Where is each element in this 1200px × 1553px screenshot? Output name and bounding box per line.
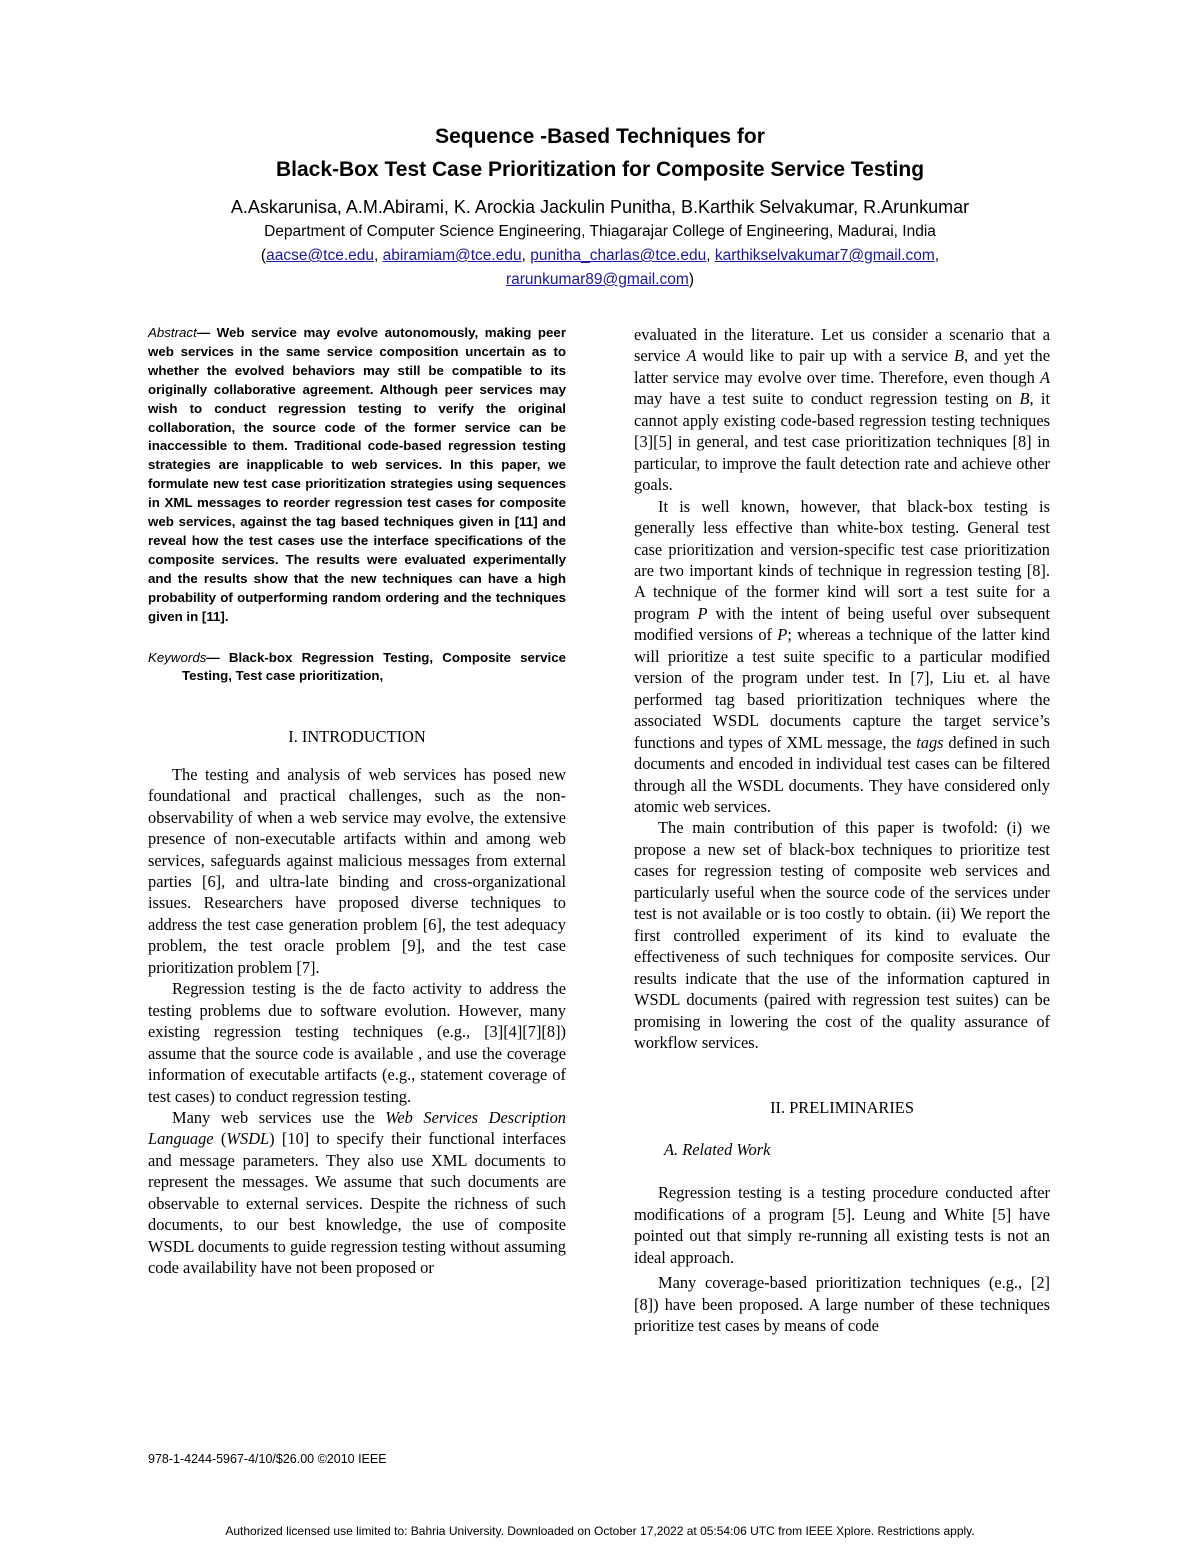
- right-paragraph-2: [634, 496, 1050, 818]
- affiliation: Department of Computer Science Engineering, Thiagarajar College of Engineering, Madurai, India: [264, 223, 936, 240]
- italic-term: Web Services Description Language: [148, 1108, 566, 1149]
- keywords-text: Black-box Regression Testing, Composite service Testing, Test case prioritization,: [182, 649, 566, 684]
- keywords-label: Keywords: [148, 649, 207, 665]
- email-sep: ,: [521, 247, 531, 264]
- email-sep: ,: [706, 247, 715, 264]
- italic-term: A: [686, 346, 697, 366]
- text-run: (: [213, 1129, 227, 1149]
- abstract-text: Web service may evolve autonomously, making peer web services in the same service composition uncertain as to whether the evolved behaviors may still be compatible to its originally collaborative agreement. Although peer services may wish to conduct regression testing to verify the original collaboration, the source code of the former service can be inaccessible to them. Traditional code-based regression testing strategies are inapplicable to web services. In this paper, we formulate new test case prioritization strategies using sequences in XML messages to reorder regression test cases for composite web services, against the tag based techniques given in [11] and reveal how the test cases use the interface specifications of the composite services. The results were evaluated experimentally and the results show that the new techniques can have a high probability of outperforming random ordering and the techniques given in [11].: [148, 325, 566, 624]
- text-run: It is well known, however, that black-box testing is generally less effective than white-box testing. General test case prioritization and version-specific test case prioritization are two important kinds of technique in regression testing [8]. A technique of the former kind will sort a test suite for a program: [634, 496, 1050, 623]
- intro-paragraph-1: The testing and analysis of web services has posed new foundational and practical challenges, such as the non-observability of when a web service may evolve, the extensive presence of non-executable artifacts within and among web services, safeguards against malicious messages from external parties [6], and ultra-late binding and cross-organizational issues. Researchers have proposed diverse techniques to address the test case generation problem [6], the test adequacy problem, the test oracle problem [9], and the test case prioritization problem [7].: [148, 764, 566, 977]
- email-sep: ,: [374, 247, 383, 264]
- paper-title-line-1: Sequence -Based Techniques for: [435, 125, 765, 148]
- section-heading-introduction: I. INTRODUCTION: [288, 727, 426, 747]
- intro-paragraph-3: [148, 1107, 566, 1279]
- keywords: [148, 649, 566, 687]
- text-run: evaluated in the literature. Let us consider a scenario that a service: [634, 325, 1050, 366]
- abstract-label: Abstract: [148, 325, 197, 340]
- footer-isbn: 978-1-4244-5967-4/10/$26.00 ©2010 IEEE: [148, 1452, 387, 1466]
- left-column: [148, 324, 566, 1279]
- footer-license-notice: Authorized licensed use limited to: Bahria University. Downloaded on October 17,2022 at 05:54:06 UTC from IEEE Xplore. Restrictions apply.: [225, 1524, 975, 1538]
- subsection-heading-related-work: A. Related Work: [664, 1139, 771, 1159]
- paper-title-line-2: Black-Box Test Case Prioritization for Composite Service Testing: [275, 158, 925, 181]
- email-link-3[interactable]: punitha_charlas@tce.edu: [530, 247, 707, 264]
- related-paragraph-1: Regression testing is a testing procedure conducted after modifications of a program [5]. Leung and White [5] have pointed out that simply re-running all existing tests is not an ideal approach.: [634, 1183, 1050, 1267]
- text-run: ) [10] to specify their functional interfaces and message parameters. They also use XML documents to represent the messages. We assume that such documents are observable to external services. Despite the richness of such documents, to our best knowledge, the use of composite WSDL documents to guide regression testing without assuming code availability have not been proposed or: [148, 1129, 566, 1278]
- intro-paragraph-2: Regression testing is the de facto activity to address the testing problems due to software evolution. However, many existing regression testing techniques (e.g., [3][4][7][8]) assume that the source code is available , and use the coverage information of executable artifacts (e.g., statement coverage of test cases) to conduct regression testing.: [148, 979, 566, 1106]
- abstract-dash: —: [196, 325, 217, 340]
- author-list: A.Askarunisa, A.M.Abirami, K. Arockia Jackulin Punitha, B.Karthik Selvakumar, R.Arunkumar: [230, 197, 970, 217]
- text-run: , and yet the latter service may evolve over time. Therefore, even though: [634, 346, 1050, 387]
- email-list: [100, 244, 1100, 292]
- italic-term: B: [1019, 389, 1030, 409]
- right-paragraph-1: [634, 324, 1050, 496]
- italic-term: WSDL: [226, 1129, 270, 1149]
- right-column: [634, 324, 1050, 1336]
- italic-term: A: [1039, 367, 1050, 387]
- text-run: with the intent of being useful over subsequent modified versions of: [634, 603, 1051, 645]
- email-close-paren: ): [688, 271, 695, 288]
- email-link-1[interactable]: aacse@tce.edu: [266, 247, 375, 264]
- related-paragraph-2: Many coverage-based prioritization techniques (e.g., [2][8]) have been proposed. A large number of these techniques prioritize test cases by means of code: [634, 1273, 1050, 1336]
- italic-term: P: [777, 625, 788, 645]
- text-run: would like to pair up with a service: [696, 346, 954, 366]
- abstract: [148, 324, 566, 627]
- italic-term: B: [954, 346, 965, 366]
- email-sep: ,: [934, 247, 940, 264]
- right-paragraph-3: The main contribution of this paper is twofold: (i) we propose a new set of black-box techniques to prioritize test cases for regression testing of composite web services and particularly useful when the source code of the services under test is not available or is too costly to obtain. (ii) We report the first controlled experiment of its kind to evaluate the effectiveness of such techniques for composite services. Our results indicate that the use of the information captured in WSDL documents (paired with regression test suites) can be promising in lowering the cost of the quality assurance of workflow services.: [634, 818, 1050, 1052]
- text-run: defined in such documents and encoded in individual test cases can be filtered through all the WSDL documents. They have considered only atomic web services.: [634, 732, 1050, 816]
- text-run: ; whereas a technique of the latter kind will prioritize a test suite specific to a particular modified version of the program under test. In [7], Liu et. al have performed tag based prioritization techniques where the associated WSDL documents capture the target service’s functions and types of XML message, the: [634, 625, 1050, 752]
- keywords-dash: —: [206, 649, 229, 665]
- section-heading-preliminaries: II. PRELIMINARIES: [770, 1098, 914, 1118]
- text-run: , it cannot apply existing code-based regression testing techniques [3][5] in general, and test case prioritization techniques [8] in particular, to improve the fault detection rate and achieve other goals.: [634, 389, 1050, 495]
- email-link-2[interactable]: abiramiam@tce.edu: [382, 247, 522, 264]
- text-run: may have a test suite to conduct regression testing on: [634, 389, 1020, 409]
- email-open-paren: (: [260, 247, 267, 264]
- email-link-4[interactable]: karthikselvakumar7@gmail.com: [714, 247, 935, 264]
- italic-term: P: [697, 603, 708, 623]
- italic-term: tags: [916, 732, 944, 752]
- email-link-5[interactable]: rarunkumar89@gmail.com: [505, 271, 689, 288]
- title-block: [100, 120, 1100, 292]
- text-run: Many web services use the: [172, 1108, 386, 1128]
